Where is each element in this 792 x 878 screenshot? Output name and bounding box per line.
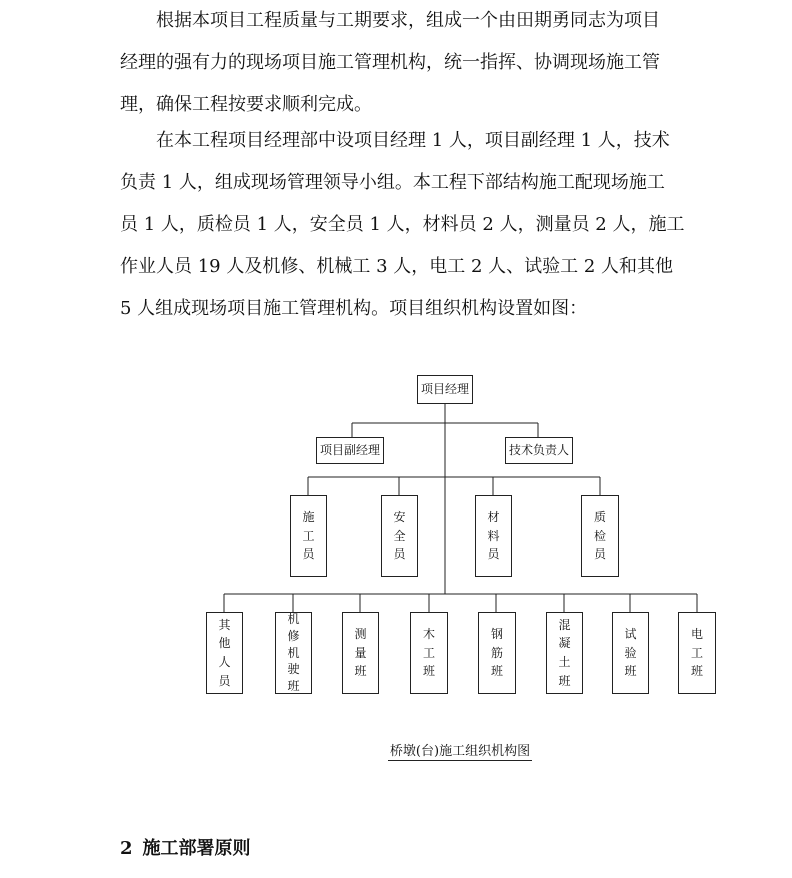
- org-box-glyph: 班: [490, 664, 503, 679]
- org-box-glyph: 筋: [490, 645, 503, 660]
- org-box-glyph: 班: [422, 664, 435, 679]
- org-box-glyph: 机: [287, 645, 300, 660]
- org-box-glyph: 全: [393, 528, 406, 543]
- org-box-glyph: 修: [287, 628, 300, 643]
- org-box-glyph: 电: [690, 627, 703, 642]
- org-box-electrical-team: [678, 612, 716, 694]
- org-box-glyph: 驶: [287, 662, 300, 677]
- org-box-glyph: 员: [393, 547, 406, 562]
- org-box-glyph: 混: [558, 617, 571, 632]
- org-box-safety-staff: [381, 495, 418, 577]
- org-box-materials-staff: [475, 495, 512, 577]
- org-box-carpentry-team: [410, 612, 448, 694]
- org-box-glyph: 员: [302, 547, 315, 562]
- org-box-glyph: 员: [593, 547, 606, 562]
- paragraph-line: 作业人员 19 人及机修、机械工 3 人，电工 2 人、试验工 2 人和其他: [120, 256, 674, 277]
- org-box-glyph: 班: [624, 664, 637, 679]
- org-box-glyph: 检: [593, 528, 606, 543]
- org-box-glyph: 班: [690, 664, 703, 679]
- section-number: 2: [120, 838, 133, 859]
- paragraph-1: [120, 0, 680, 126]
- section-title: 施工部署原则: [142, 838, 251, 859]
- org-box-glyph: 他: [218, 636, 231, 651]
- org-box-glyph: 施: [302, 510, 315, 525]
- org-box-label: 技术负责人: [508, 443, 569, 457]
- org-box-glyph: 木: [422, 627, 435, 642]
- org-box-glyph: 员: [218, 673, 231, 688]
- org-box-label: 项目副经理: [319, 443, 380, 457]
- org-box-manager: [417, 375, 473, 404]
- paragraph-line: 理，确保工程按要求顺利完成。: [120, 94, 372, 115]
- org-box-technical-lead: [505, 437, 573, 464]
- org-box-glyph: 钢: [490, 627, 503, 642]
- org-chart-caption-text: 桥墩(台)施工组织机构图: [389, 744, 531, 759]
- org-box-glyph: 质: [593, 510, 606, 525]
- org-box-concrete-team: [546, 612, 583, 694]
- paragraph-line: 5 人组成现场项目施工管理机构。项目组织机构设置如图：: [120, 298, 588, 319]
- paragraph-2: [120, 120, 685, 330]
- org-box-glyph: 人: [218, 655, 231, 669]
- org-box-survey-team: [342, 612, 379, 694]
- org-box-glyph: 土: [558, 655, 571, 669]
- paragraph-line: 经理的强有力的现场项目施工管理机构，统一指挥、协调现场施工管: [120, 52, 660, 73]
- org-box-glyph: 其: [218, 617, 231, 632]
- org-box-glyph: 班: [354, 664, 367, 679]
- org-box-glyph: 凝: [558, 636, 571, 651]
- org-box-glyph: 工: [302, 528, 315, 543]
- paragraph-line: 根据本项目工程质量与工期要求，组成一个由田期勇同志为项目: [156, 10, 660, 31]
- org-box-construction-staff: [290, 495, 327, 577]
- org-box-glyph: 员: [487, 547, 500, 562]
- paragraph-line: 在本工程项目经理部中设项目经理 1 人，项目副经理 1 人，技术: [156, 130, 670, 151]
- org-box-glyph: 料: [487, 528, 500, 543]
- org-chart-caption: [0, 740, 792, 759]
- org-box-glyph: 机: [287, 612, 300, 627]
- org-box-glyph: 测: [354, 627, 367, 642]
- org-box-glyph: 试: [624, 627, 637, 642]
- section-heading: [120, 834, 251, 860]
- org-box-machine-team: [275, 612, 312, 694]
- paragraph-line: 员 1 人，质检员 1 人，安全员 1 人，材料员 2 人，测量员 2 人，施工: [120, 214, 685, 235]
- org-box-other-personnel: [206, 612, 243, 694]
- org-box-glyph: 班: [287, 679, 300, 694]
- org-box-deputy-manager: [316, 437, 384, 464]
- org-box-label: 项目经理: [420, 382, 469, 396]
- paragraph-line: 负责 1 人，组成现场管理领导小组。本工程下部结构施工配现场施工: [120, 172, 665, 193]
- org-box-testing-team: [612, 612, 649, 694]
- org-box-glyph: 工: [422, 645, 435, 660]
- org-box-glyph: 工: [690, 645, 703, 660]
- org-box-glyph: 班: [558, 673, 571, 688]
- org-box-glyph: 材: [487, 510, 500, 525]
- org-box-quality-inspector: [581, 495, 619, 577]
- org-box-glyph: 安: [393, 510, 406, 525]
- org-box-glyph: 验: [624, 645, 637, 660]
- org-box-glyph: 量: [354, 645, 367, 660]
- org-box-rebar-team: [478, 612, 516, 694]
